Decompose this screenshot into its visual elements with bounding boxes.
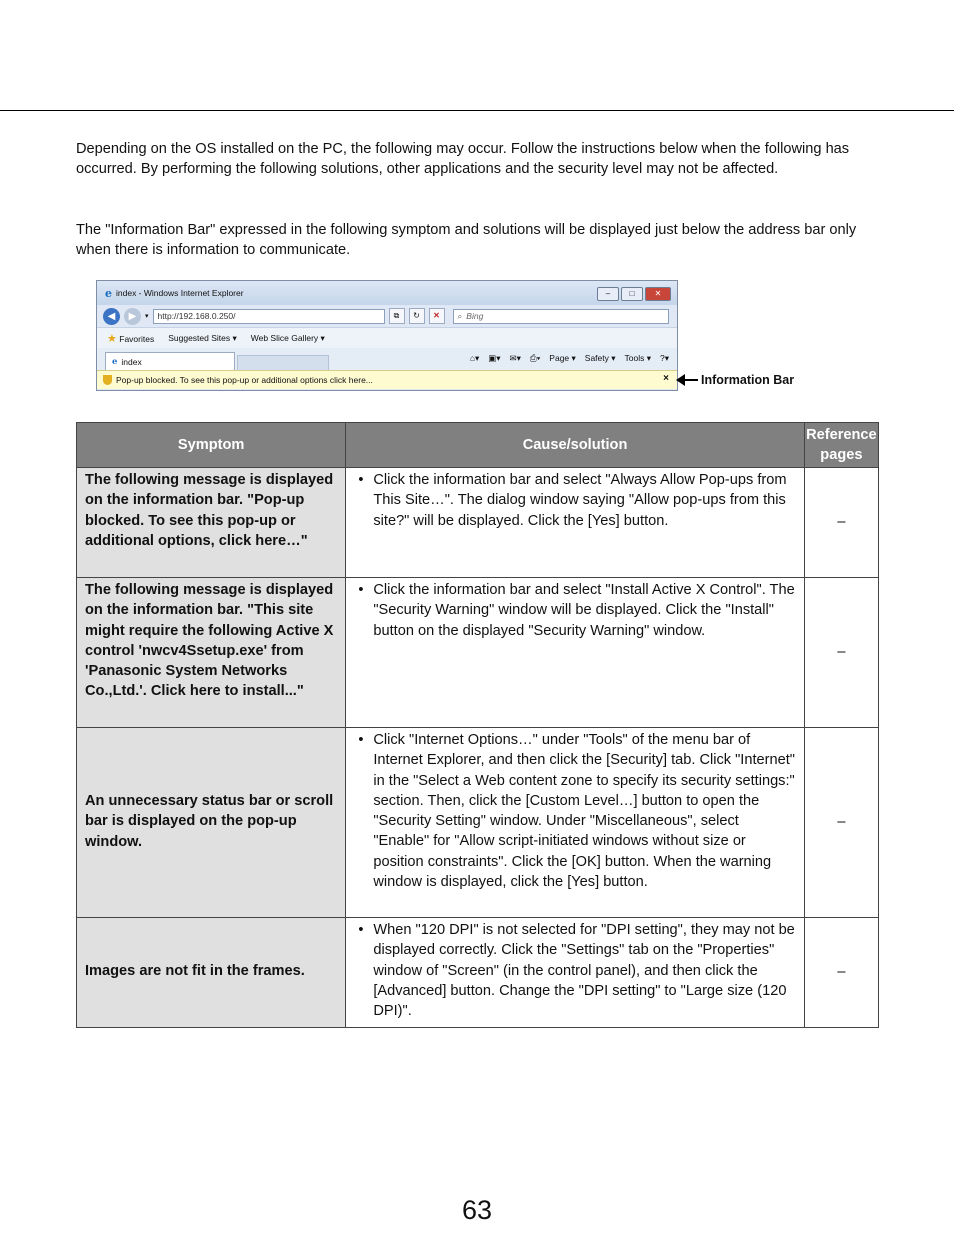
- suggested-sites-link[interactable]: Suggested Sites ▾: [168, 332, 237, 343]
- address-input[interactable]: [153, 309, 385, 324]
- intro-paragraph-2: The "Information Bar" expressed in the following symptom and solutions will be displayed just below the address bar only when there is information to communicate.: [76, 222, 857, 259]
- safety-menu[interactable]: Safety ▾: [584, 353, 616, 363]
- favorites-bar: [97, 327, 677, 348]
- reference-cell: –: [804, 728, 878, 918]
- magnifier-icon: ⌕: [457, 310, 463, 321]
- header-rule: [0, 110, 954, 111]
- reference-cell: –: [804, 578, 878, 728]
- browser-title-bar: [97, 281, 677, 305]
- header-reference: Reference pages: [804, 423, 878, 468]
- tools-menu[interactable]: Tools ▾: [624, 353, 651, 363]
- minimize-icon[interactable]: –: [597, 287, 619, 301]
- compatibility-icon[interactable]: ⧉: [389, 308, 405, 324]
- table-row: [77, 578, 879, 728]
- feeds-icon[interactable]: ▣▾: [488, 353, 501, 363]
- window-controls: [597, 287, 671, 301]
- new-tab-button[interactable]: [237, 355, 329, 370]
- tab-index[interactable]: [105, 352, 235, 370]
- search-input[interactable]: [453, 309, 669, 324]
- bullet: •: [358, 472, 364, 488]
- table-row: [77, 728, 879, 918]
- web-slice-gallery-link[interactable]: Web Slice Gallery ▾: [250, 332, 325, 343]
- reference-cell: –: [804, 918, 878, 1028]
- favorites-button[interactable]: [107, 332, 154, 345]
- command-bar: [470, 353, 669, 364]
- maximize-icon[interactable]: □: [621, 287, 643, 301]
- search-placeholder: Bing: [466, 311, 484, 321]
- information-bar-callout: [678, 373, 794, 387]
- solution-text: When "120 DPI" is not selected for "DPI setting", they may not be displayed correctly. Click the "Settings" tab on the "Properties" window of "Screen" (in the control panel), and then click the [Advanced] button. Change the "DPI setting" to "Large size (120 DPI)".: [373, 922, 795, 1020]
- solution-cell: [346, 578, 804, 728]
- page-number: 63: [461, 1195, 493, 1225]
- stop-icon[interactable]: ✕: [429, 308, 445, 324]
- page-menu[interactable]: Page ▾: [549, 353, 576, 363]
- solution-cell: [346, 728, 804, 918]
- favorites-label: Favorites: [119, 333, 155, 344]
- address-bar-row: [97, 305, 677, 327]
- shield-icon: [103, 375, 112, 385]
- header-symptom: Symptom: [77, 423, 346, 468]
- solution-cell: [346, 918, 804, 1028]
- solution-cell: [346, 468, 804, 578]
- information-bar[interactable]: [97, 370, 677, 389]
- browser-screenshot: [96, 280, 678, 391]
- solution-text: Click "Internet Options…" under "Tools" of the menu bar of Internet Explorer, and then click the [Security] tab. Click "Internet" in the "Select a Web content zone to specify its security settings:" section. Then, click the [Custom Level…] button to open the "Security Setting" window. Under "Miscellaneous", select "Enable" for "Allow script-initiated windows without size or position constraints". Click the [OK] button. When the warning window is displayed, click the [Yes] button.: [373, 732, 795, 891]
- callout-label: Information Bar: [701, 373, 795, 387]
- print-icon[interactable]: ⎙▾: [529, 353, 541, 363]
- bullet: •: [358, 732, 364, 748]
- mail-icon[interactable]: ✉▾: [509, 353, 521, 363]
- recent-pages-icon[interactable]: ▾: [145, 313, 149, 320]
- table-row: [77, 468, 879, 578]
- bullet: •: [358, 582, 364, 598]
- star-icon: ★: [107, 332, 117, 345]
- reference-cell: –: [804, 468, 878, 578]
- symptom-cell: The following message is displayed on the information bar. "Pop-up blocked. To see this pop-up or additional options, click here…": [77, 468, 346, 578]
- tab-strip: [97, 348, 677, 370]
- back-icon[interactable]: ◀: [103, 308, 120, 325]
- solution-text: Click the information bar and select "Always Allow Pop-ups from This Site…". The dialog window saying "Allow pop-ups from this site?" will be displayed. Click the [Yes] button.: [373, 472, 787, 529]
- table-header-row: [77, 423, 879, 468]
- header-solution: Cause/solution: [346, 423, 804, 468]
- refresh-icon[interactable]: ↻: [409, 308, 425, 324]
- troubleshooting-table: [76, 422, 879, 1028]
- close-icon[interactable]: ✕: [645, 287, 671, 301]
- tab-label: index: [121, 356, 142, 367]
- home-icon[interactable]: ⌂▾: [469, 353, 480, 363]
- arrow-left-icon: [678, 379, 698, 381]
- forward-icon[interactable]: ▶: [124, 308, 141, 325]
- page-icon: e: [112, 356, 118, 367]
- table-row: [77, 918, 879, 1028]
- information-bar-close-icon[interactable]: ×: [663, 373, 669, 384]
- help-icon[interactable]: ?▾: [660, 353, 669, 363]
- address-value: http://192.168.0.250/: [157, 311, 236, 321]
- solution-text: Click the information bar and select "Install Active X Control". The "Security Warning" window will be displayed. Click the "Install" button on the displayed "Security Warning" window.: [373, 582, 795, 639]
- browser-title: index - Windows Internet Explorer: [116, 288, 244, 298]
- symptom-cell: The following message is displayed on the information bar. "This site might require the following Active X control 'nwcv4Ssetup.exe' from 'Panasonic System Networks Co.,Ltd.'. Click here to install...": [77, 578, 346, 728]
- symptom-cell: An unnecessary status bar or scroll bar is displayed on the pop-up window.: [77, 728, 346, 918]
- information-bar-text: Pop-up blocked. To see this pop-up or additional options click here...: [116, 375, 373, 385]
- bullet: •: [358, 922, 364, 938]
- ie-logo-icon: e: [105, 286, 112, 300]
- intro-paragraph-1: Depending on the OS installed on the PC, the following may occur. Follow the instructions below when the following has occurred. By performing the following solutions, other applications and the security level may not be affected.: [76, 141, 850, 178]
- symptom-cell: Images are not fit in the frames.: [77, 918, 346, 1028]
